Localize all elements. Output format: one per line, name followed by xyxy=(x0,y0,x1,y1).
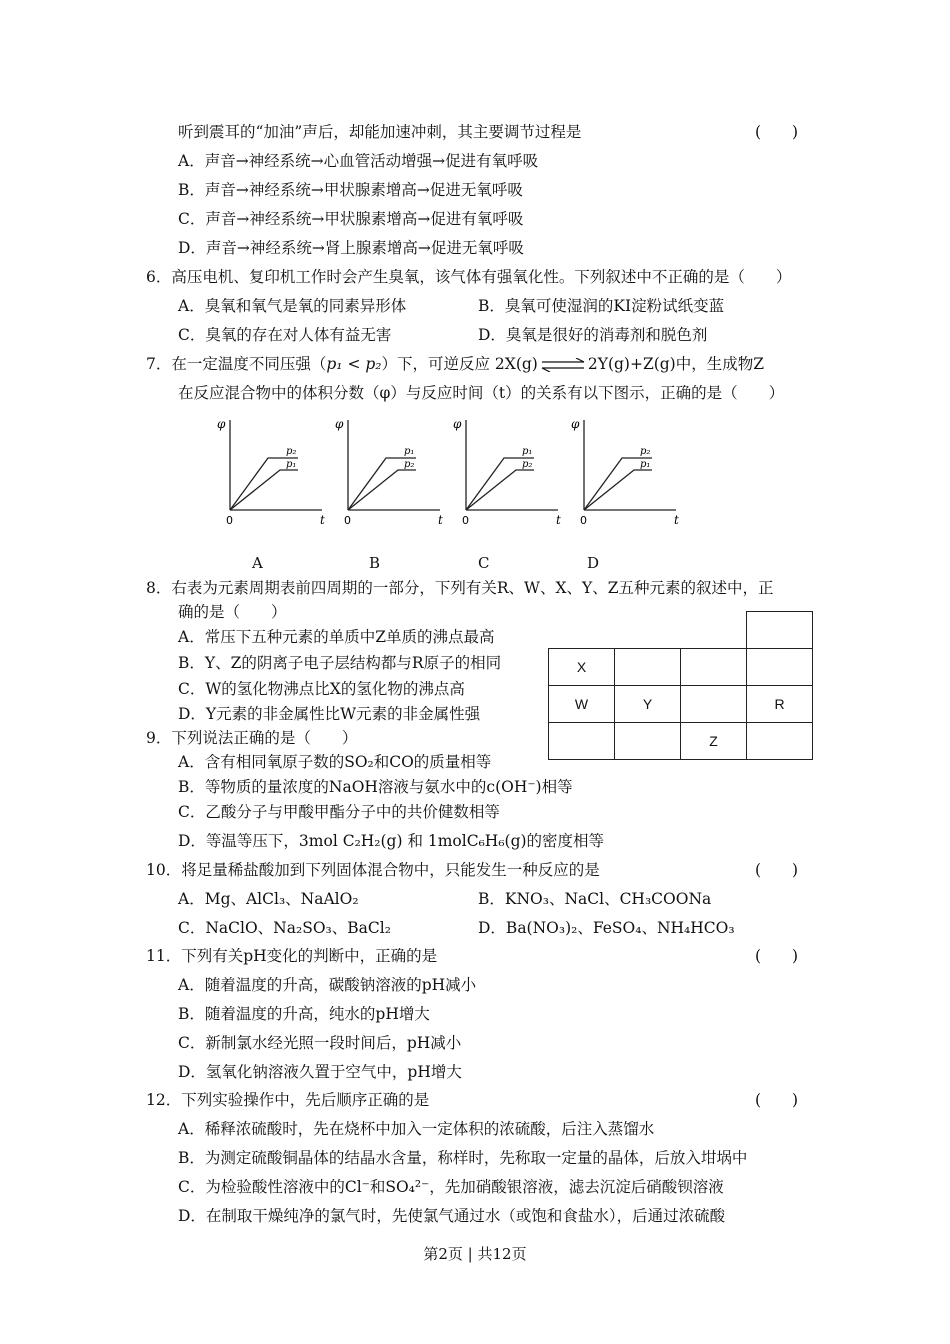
q11-option-c: C．新制氯水经光照一段时间后，pH减小 xyxy=(178,1034,462,1052)
q10-stem: 10．将足量稀盐酸加到下列固体混合物中，只能发生一种反应的是 xyxy=(146,861,600,879)
graph-b-curve-bottom xyxy=(348,470,416,510)
q7-pressure-condition: p₁ < p₂ xyxy=(326,355,382,373)
table-cell xyxy=(615,723,681,760)
q8-option-d: D．Y元素的非金属性比W元素的非金属性强 xyxy=(178,705,481,723)
table-row xyxy=(549,723,813,760)
q11-option-b: B．随着温度的升高，纯水的pH增大 xyxy=(178,1005,430,1023)
graph-b-x-label: t xyxy=(438,513,443,526)
graph-c-origin: 0 xyxy=(462,514,469,526)
q7-graph-label-c: C xyxy=(478,554,490,572)
q11-answer-paren: ( ) xyxy=(755,947,799,965)
graph-c-y-label: φ xyxy=(453,417,462,431)
graph-b-origin: 0 xyxy=(344,514,351,526)
table-row xyxy=(549,612,813,649)
reversible-arrow-icon xyxy=(540,358,586,372)
q6-option-c: C．臭氧的存在对人体有益无害 xyxy=(178,326,392,344)
q6-option-b: B．臭氧可使湿润的KI淀粉试纸变蓝 xyxy=(478,297,725,315)
graph-a-origin: 0 xyxy=(226,514,233,526)
q11-option-d: D．氢氧化钠溶液久置于空气中，pH增大 xyxy=(178,1063,462,1081)
graph-a-curve-bottom xyxy=(230,470,298,510)
q10-option-c: C．NaClO、Na₂SO₃、BaCl₂ xyxy=(178,919,391,937)
q8-option-a: A．常压下五种元素的单质中Z单质的沸点最高 xyxy=(178,628,495,646)
table-cell: Y xyxy=(615,686,681,723)
q7-stem-mid: ）下，可逆反应 2X(g) xyxy=(381,355,538,373)
table-row xyxy=(549,686,813,723)
q7-graph-label-b: B xyxy=(369,554,381,572)
q5-option-b: B．声音→神经系统→甲状腺素增高→促进无氧呼吸 xyxy=(178,181,523,199)
q7-graph-label-d: D xyxy=(587,554,600,572)
q7-graphs-figure xyxy=(212,408,684,526)
graph-a-x-label: t xyxy=(320,513,325,526)
q12-option-c: C．为检验酸性溶液中的Cl⁻和SO₄²⁻，先加硝酸银溶液，滤去沉淀后硝酸钡溶液 xyxy=(178,1178,724,1196)
q8-option-b: B．Y、Z的阴离子电子层结构都与R原子的相同 xyxy=(178,654,502,672)
q8-stem-line2: 确的是（ ） xyxy=(178,603,287,621)
table-cell: X xyxy=(549,649,615,686)
q5-answer-paren: ( ) xyxy=(755,123,799,141)
q7-stem-suffix: 2Y(g)+Z(g)中，生成物Z xyxy=(587,355,764,373)
q6-option-d: D．臭氧是很好的消毒剂和脱色剂 xyxy=(478,326,708,344)
graph-a-label-bottom: p₁ xyxy=(286,459,297,470)
q7-stem-line2: 在反应混合物中的体积分数（φ）与反应时间（t）的关系有以下图示，正确的是（ ） xyxy=(178,384,785,402)
q12-option-d: D．在制取干燥纯净的氯气时，先使氯气通过水（或饱和食盐水），后通过浓硫酸 xyxy=(178,1207,726,1225)
q10-option-d: D．Ba(NO₃)₂、FeSO₄、NH₄HCO₃ xyxy=(478,919,735,937)
table-cell xyxy=(549,723,615,760)
q6-option-a: A．臭氧和氧气是氧的同素异形体 xyxy=(178,297,407,315)
q5-option-a: A．声音→神经系统→心血管活动增强→促进有氧呼吸 xyxy=(178,152,539,170)
q7-stem-line1 xyxy=(146,354,764,374)
q12-answer-paren: ( ) xyxy=(755,1091,799,1109)
graph-c-x-label: t xyxy=(556,513,561,526)
q7-stem-prefix: 7．在一定温度不同压强（ xyxy=(146,355,327,373)
graph-d-label-bottom: p₁ xyxy=(640,459,651,470)
table-cell xyxy=(747,723,813,760)
q5-option-c: C．声音→神经系统→甲状腺素增高→促进有氧呼吸 xyxy=(178,210,524,228)
q10-option-a: A．Mg、AlCl₃、NaAlO₂ xyxy=(178,890,359,908)
q8-stem-line1: 8．右表为元素周期表前四周期的一部分，下列有关R、W、X、Y、Z五种元素的叙述中，正 xyxy=(146,579,774,597)
q7-graph-label-a: A xyxy=(252,554,263,572)
periodic-table-fragment xyxy=(548,611,813,760)
table-cell: R xyxy=(747,686,813,723)
graph-d-y-label: φ xyxy=(571,417,580,431)
graph-a-label-top: p₂ xyxy=(286,446,297,457)
page-footer: 第2页 | 共12页 xyxy=(423,1245,527,1263)
q6-stem: 6．高压电机、复印机工作时会产生臭氧，该气体有强氧化性。下列叙述中不正确的是（ ） xyxy=(146,268,792,286)
q11-option-a: A．随着温度的升高，碳酸钠溶液的pH减小 xyxy=(178,976,477,994)
q9-option-b: B．等物质的量浓度的NaOH溶液与氨水中的c(OH⁻)相等 xyxy=(178,778,573,796)
q8-option-c: C．W的氢化物沸点比X的氢化物的沸点高 xyxy=(178,680,465,698)
table-cell xyxy=(747,649,813,686)
graph-d-curve-bottom xyxy=(584,470,652,510)
table-row xyxy=(549,649,813,686)
q10-option-b: B．KNO₃、NaCl、CH₃COONa xyxy=(478,890,712,908)
q5-option-d: D．声音→神经系统→肾上腺素增高→促进无氧呼吸 xyxy=(178,239,524,257)
q5-stem: 听到震耳的“加油”声后，却能加速冲刺，其主要调节过程是 xyxy=(178,123,582,141)
table-cell: Z xyxy=(681,723,747,760)
graph-c-label-bottom: p₂ xyxy=(522,459,533,470)
q11-stem: 11．下列有关pH变化的判断中，正确的是 xyxy=(146,947,438,965)
graph-b-label-top: p₁ xyxy=(404,446,415,457)
table-cell xyxy=(615,612,681,649)
graph-d-x-label: t xyxy=(674,513,679,526)
q10-answer-paren: ( ) xyxy=(755,861,799,879)
graph-c-curve-bottom xyxy=(466,470,534,510)
q9-option-c: C．乙酸分子与甲酸甲酯分子中的共价健数相等 xyxy=(178,803,500,821)
table-cell xyxy=(681,649,747,686)
table-cell xyxy=(615,649,681,686)
q9-stem: 9．下列说法正确的是（ ） xyxy=(146,729,358,747)
table-cell xyxy=(681,612,747,649)
graph-b-label-bottom: p₂ xyxy=(404,459,415,470)
table-cell xyxy=(747,612,813,649)
graph-d-origin: 0 xyxy=(580,514,587,526)
table-cell xyxy=(549,612,615,649)
graph-b-y-label: φ xyxy=(335,417,344,431)
graph-a-y-label: φ xyxy=(217,417,226,431)
q12-option-b: B．为测定硫酸铜晶体的结晶水含量，称样时，先称取一定量的晶体，后放入坩埚中 xyxy=(178,1149,748,1167)
graph-d-label-top: p₂ xyxy=(640,446,651,457)
table-cell: W xyxy=(549,686,615,723)
q9-option-d: D．等温等压下，3mol C₂H₂(g) 和 1molC₆H₆(g)的密度相等 xyxy=(178,832,605,850)
graph-c-label-top: p₁ xyxy=(522,446,533,457)
q12-stem: 12．下列实验操作中，先后顺序正确的是 xyxy=(146,1091,430,1109)
q9-option-a: A．含有相同氧原子数的SO₂和CO的质量相等 xyxy=(178,753,492,771)
q12-option-a: A．稀释浓硫酸时，先在烧杯中加入一定体积的浓硫酸，后注入蒸馏水 xyxy=(178,1120,655,1138)
table-cell xyxy=(681,686,747,723)
